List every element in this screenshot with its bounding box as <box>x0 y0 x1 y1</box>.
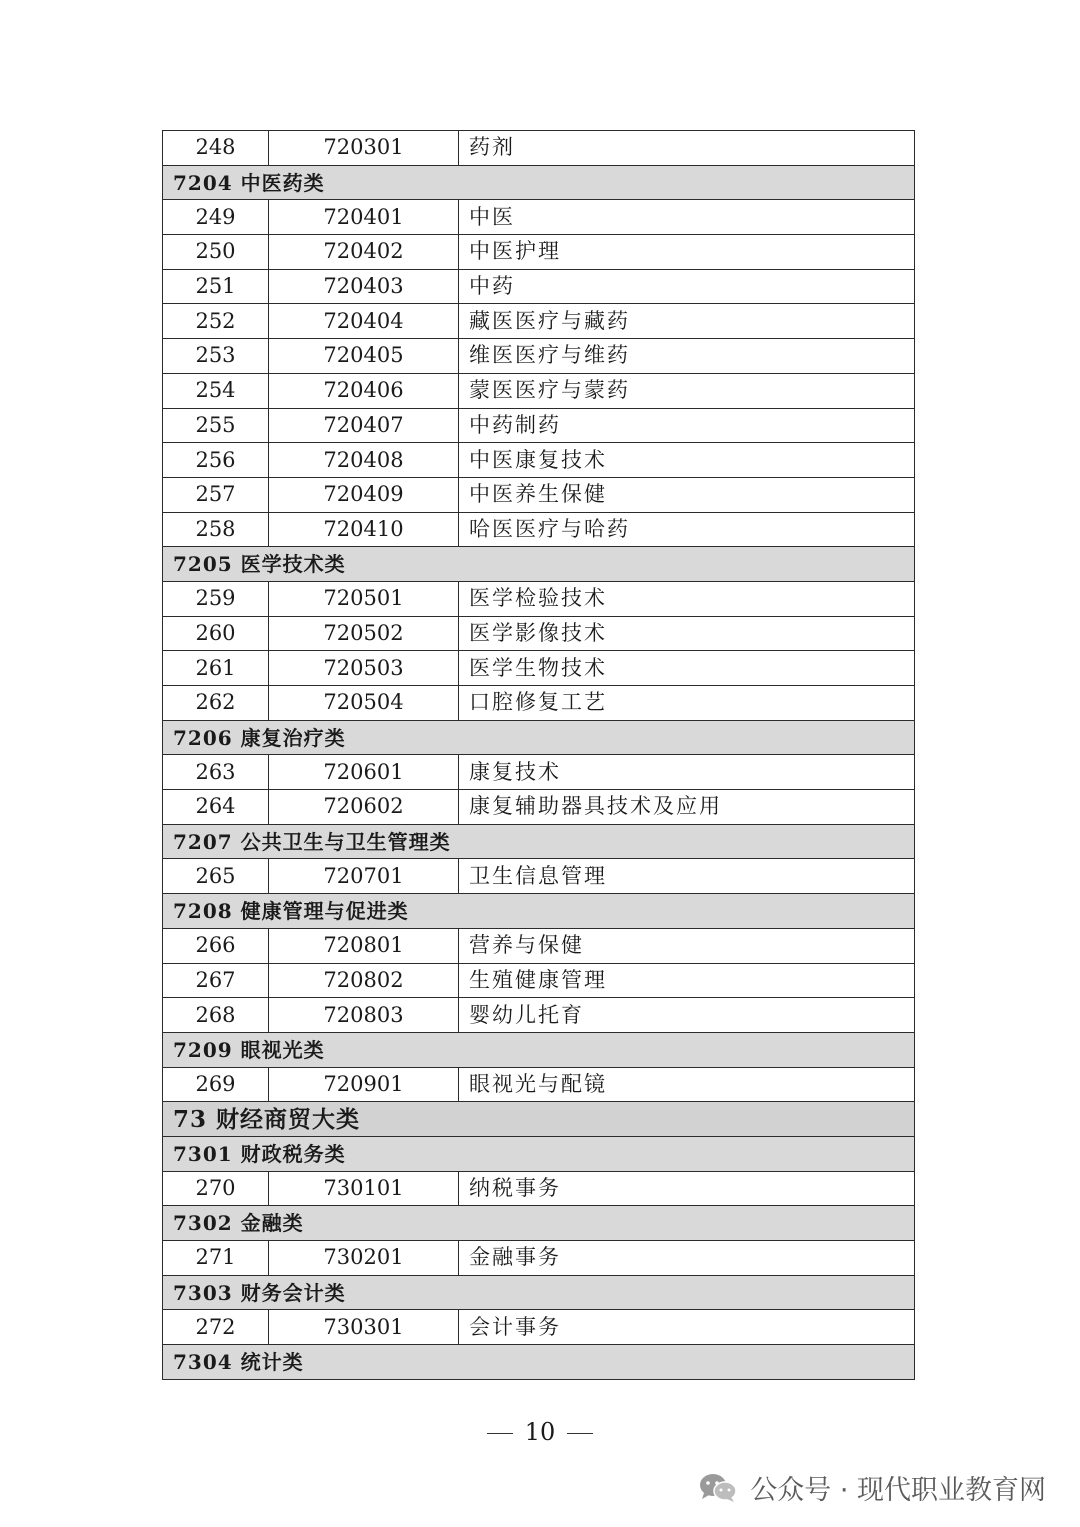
table-row <box>163 581 915 616</box>
major-code-cell: 720502 <box>269 616 459 651</box>
table-row <box>163 304 915 339</box>
table-row <box>163 1310 915 1345</box>
major-name-cell: 金融事务 <box>459 1241 915 1276</box>
row-number-cell: 260 <box>163 616 269 651</box>
page-number-text: 10 <box>524 1418 556 1446</box>
watermark <box>698 1468 1046 1507</box>
page-number-left-dash <box>487 1433 513 1434</box>
table-row <box>163 443 915 478</box>
major-name-cell: 纳税事务 <box>459 1171 915 1206</box>
row-number-cell: 255 <box>163 408 269 443</box>
category-row <box>163 720 915 755</box>
row-number-cell: 270 <box>163 1171 269 1206</box>
table-row <box>163 963 915 998</box>
page-number <box>0 1418 1080 1446</box>
table-row <box>163 477 915 512</box>
category-row <box>163 1206 915 1241</box>
category-row <box>163 894 915 929</box>
major-name-cell: 口腔修复工艺 <box>459 686 915 721</box>
table-row <box>163 928 915 963</box>
major-name-cell: 中医护理 <box>459 235 915 270</box>
major-code-cell: 730301 <box>269 1310 459 1345</box>
table-row <box>163 790 915 825</box>
major-code-cell: 720406 <box>269 373 459 408</box>
row-number-cell: 265 <box>163 859 269 894</box>
major-code-cell: 720701 <box>269 859 459 894</box>
category-row <box>163 165 915 200</box>
table-row <box>163 755 915 790</box>
major-name-cell: 中医康复技术 <box>459 443 915 478</box>
table-row <box>163 269 915 304</box>
major-name-cell: 营养与保健 <box>459 928 915 963</box>
category-label: 7205 医学技术类 <box>163 547 915 582</box>
major-name-cell: 生殖健康管理 <box>459 963 915 998</box>
row-number-cell: 256 <box>163 443 269 478</box>
row-number-cell: 258 <box>163 512 269 547</box>
table-row <box>163 408 915 443</box>
major-code-cell: 720601 <box>269 755 459 790</box>
row-number-cell: 267 <box>163 963 269 998</box>
row-number-cell: 263 <box>163 755 269 790</box>
category-label: 7206 康复治疗类 <box>163 720 915 755</box>
major-category-label: 73 财经商贸大类 <box>163 1102 915 1137</box>
row-number-cell: 261 <box>163 651 269 686</box>
major-code-cell: 720408 <box>269 443 459 478</box>
major-name-cell: 中药制药 <box>459 408 915 443</box>
category-label: 7209 眼视光类 <box>163 1032 915 1067</box>
table-row <box>163 235 915 270</box>
row-number-cell: 249 <box>163 200 269 235</box>
category-label: 7302 金融类 <box>163 1206 915 1241</box>
category-label: 7304 统计类 <box>163 1345 915 1380</box>
major-name-cell: 医学检验技术 <box>459 581 915 616</box>
major-name-cell: 会计事务 <box>459 1310 915 1345</box>
table-row <box>163 1241 915 1276</box>
table-row <box>163 998 915 1033</box>
major-name-cell: 康复技术 <box>459 755 915 790</box>
major-name-cell: 中药 <box>459 269 915 304</box>
wechat-icon <box>698 1472 738 1504</box>
major-code-cell: 720503 <box>269 651 459 686</box>
major-code-cell: 720801 <box>269 928 459 963</box>
major-code-cell: 720802 <box>269 963 459 998</box>
major-name-cell: 哈医医疗与哈药 <box>459 512 915 547</box>
major-code-cell: 730101 <box>269 1171 459 1206</box>
table-row <box>163 1171 915 1206</box>
major-name-cell: 中医 <box>459 200 915 235</box>
category-row <box>163 1136 915 1171</box>
category-label: 7301 财政税务类 <box>163 1136 915 1171</box>
major-name-cell: 卫生信息管理 <box>459 859 915 894</box>
row-number-cell: 252 <box>163 304 269 339</box>
row-number-cell: 272 <box>163 1310 269 1345</box>
major-code-cell: 720410 <box>269 512 459 547</box>
table-row <box>163 686 915 721</box>
table-row <box>163 200 915 235</box>
major-code-cell: 720602 <box>269 790 459 825</box>
major-category-row <box>163 1102 915 1137</box>
table-row <box>163 859 915 894</box>
table-row <box>163 339 915 374</box>
major-code-cell: 720402 <box>269 235 459 270</box>
category-row <box>163 1032 915 1067</box>
row-number-cell: 266 <box>163 928 269 963</box>
major-code-cell: 720501 <box>269 581 459 616</box>
table-row <box>163 1067 915 1102</box>
major-name-cell: 藏医医疗与藏药 <box>459 304 915 339</box>
category-label: 7204 中医药类 <box>163 165 915 200</box>
major-code-cell: 720504 <box>269 686 459 721</box>
row-number-cell: 269 <box>163 1067 269 1102</box>
row-number-cell: 253 <box>163 339 269 374</box>
category-row <box>163 1275 915 1310</box>
major-name-cell: 婴幼儿托育 <box>459 998 915 1033</box>
major-code-cell: 720409 <box>269 477 459 512</box>
table-row <box>163 651 915 686</box>
watermark-text: 公众号 · 现代职业教育网 <box>750 1475 1046 1506</box>
row-number-cell: 271 <box>163 1241 269 1276</box>
major-code-cell: 720901 <box>269 1067 459 1102</box>
table-row <box>163 616 915 651</box>
table-row <box>163 131 915 166</box>
major-code-cell: 720803 <box>269 998 459 1033</box>
row-number-cell: 268 <box>163 998 269 1033</box>
row-number-cell: 264 <box>163 790 269 825</box>
major-name-cell: 医学影像技术 <box>459 616 915 651</box>
major-catalog-table <box>162 130 915 1380</box>
row-number-cell: 254 <box>163 373 269 408</box>
major-code-cell: 720404 <box>269 304 459 339</box>
major-name-cell: 维医医疗与维药 <box>459 339 915 374</box>
major-code-cell: 730201 <box>269 1241 459 1276</box>
category-row <box>163 824 915 859</box>
major-name-cell: 眼视光与配镜 <box>459 1067 915 1102</box>
major-code-cell: 720407 <box>269 408 459 443</box>
table-row <box>163 512 915 547</box>
major-code-cell: 720403 <box>269 269 459 304</box>
major-name-cell: 康复辅助器具技术及应用 <box>459 790 915 825</box>
row-number-cell: 250 <box>163 235 269 270</box>
category-row <box>163 547 915 582</box>
major-name-cell: 蒙医医疗与蒙药 <box>459 373 915 408</box>
major-name-cell: 中医养生保健 <box>459 477 915 512</box>
row-number-cell: 248 <box>163 131 269 166</box>
row-number-cell: 262 <box>163 686 269 721</box>
row-number-cell: 257 <box>163 477 269 512</box>
major-code-cell: 720405 <box>269 339 459 374</box>
major-code-cell: 720401 <box>269 200 459 235</box>
page-number-right-dash <box>567 1433 593 1434</box>
table-row <box>163 373 915 408</box>
category-label: 7207 公共卫生与卫生管理类 <box>163 824 915 859</box>
major-code-cell: 720301 <box>269 131 459 166</box>
row-number-cell: 251 <box>163 269 269 304</box>
row-number-cell: 259 <box>163 581 269 616</box>
category-row <box>163 1345 915 1380</box>
major-name-cell: 药剂 <box>459 131 915 166</box>
category-label: 7208 健康管理与促进类 <box>163 894 915 929</box>
category-label: 7303 财务会计类 <box>163 1275 915 1310</box>
major-name-cell: 医学生物技术 <box>459 651 915 686</box>
